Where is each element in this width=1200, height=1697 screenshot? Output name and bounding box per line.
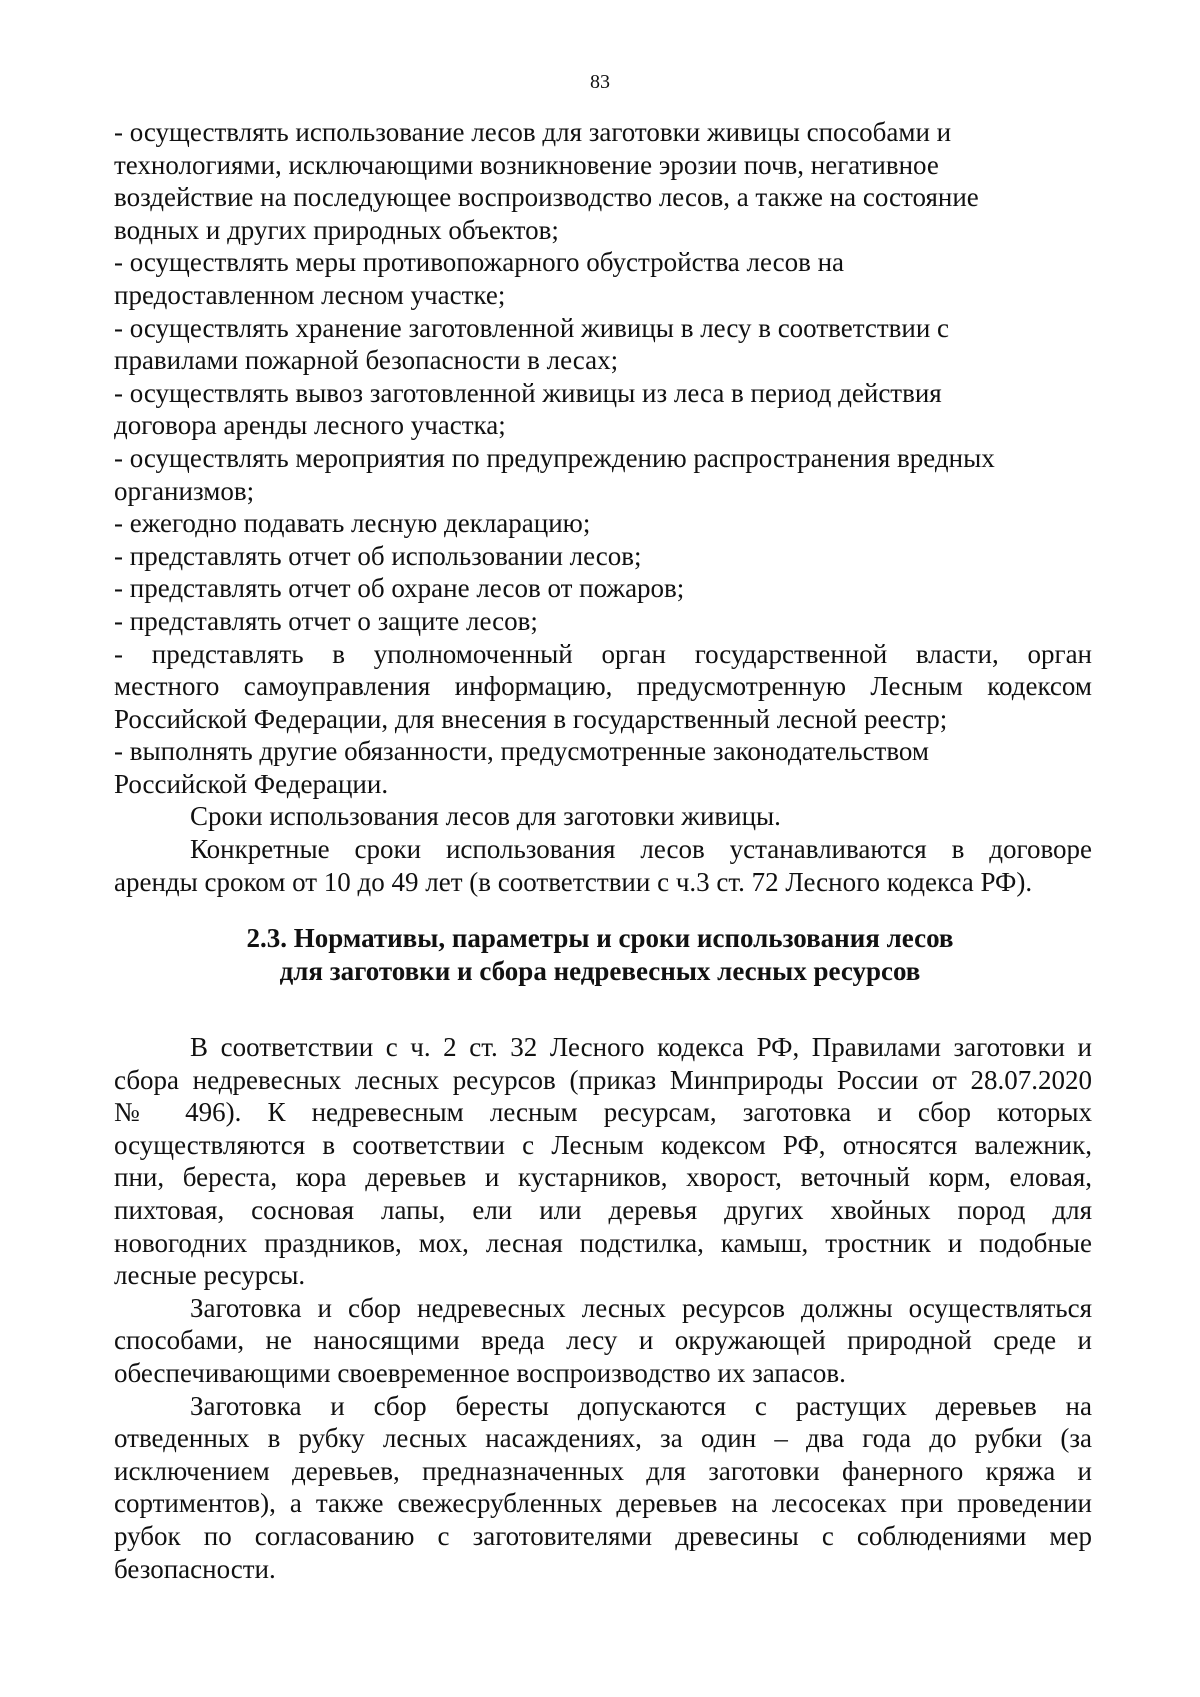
text-line: отведенных в рубку лесных насаждениях, за один – два года до рубки (за xyxy=(114,1423,1092,1454)
text-line: - осуществлять меры противопожарного обустройства лесов на xyxy=(114,247,845,278)
paragraph-last-line: лесные ресурсы. xyxy=(114,1260,306,1291)
text-line: технологиями, исключающими возникновение эрозии почв, негативное xyxy=(114,149,939,180)
text-line: - представлять в уполномоченный орган государственной власти, орган xyxy=(114,638,1092,669)
text-line: организмов; xyxy=(114,475,255,506)
text-line: - выполнять другие обязанности, предусмотренные законодательством xyxy=(114,736,929,767)
text-line: Российской Федерации. xyxy=(114,768,389,799)
paragraph-first-line: Заготовка и сбор бересты допускаются с растущих деревьев на xyxy=(190,1390,1092,1421)
text-line: - ежегодно подавать лесную декларацию; xyxy=(114,508,591,539)
text-line: новогодних праздников, мох, лесная подстилка, камыш, тростник и подобные xyxy=(114,1227,1092,1258)
paragraph-last-line: обеспечивающими своевременное воспроизводство их запасов. xyxy=(114,1357,846,1388)
text-line: правилами пожарной безопасности в лесах; xyxy=(114,345,619,376)
text-line: воздействие на последующее воспроизводство лесов, а также на состояние xyxy=(114,182,979,213)
text-line: сбора недревесных лесных ресурсов (приказ Минприроды России от 28.07.2020 xyxy=(114,1064,1092,1095)
heading-line: 2.3. Нормативы, параметры и сроки использования лесов xyxy=(246,923,954,953)
text-line: - осуществлять вывоз заготовленной живицы из леса в период действия xyxy=(114,377,942,408)
text-line: договора аренды лесного участка; xyxy=(114,410,506,441)
heading-line: для заготовки и сбора недревесных лесных ресурсов xyxy=(279,955,921,986)
text-line: № 496). К недревесным лесным ресурсам, заготовка и сбор которых xyxy=(114,1097,1092,1128)
text-line: - представлять отчет об охране лесов от пожаров; xyxy=(114,573,685,604)
text-line: - представлять отчет о защите лесов; xyxy=(114,605,538,636)
text-line: сортиментов), а также свежесрубленных деревьев на лесосеках при проведении xyxy=(114,1488,1092,1519)
text-line: пни, береста, кора деревьев и кустарников, хворост, веточный корм, еловая, xyxy=(114,1162,1092,1193)
text-line: осуществляются в соответствии с Лесным кодексом РФ, относятся валежник, xyxy=(114,1129,1092,1160)
terms-title: Сроки использования лесов для заготовки живицы. xyxy=(190,801,781,832)
text-line: способами, не наносящими вреда лесу и окружающей природной среде и xyxy=(114,1325,1092,1356)
paragraph-first-line: Заготовка и сбор недревесных лесных ресурсов должны осуществляться xyxy=(190,1292,1092,1323)
text-line: пихтовая, сосновая лапы, ели или деревья других хвойных пород для xyxy=(114,1194,1092,1225)
text-line: водных и других природных объектов; xyxy=(114,214,559,245)
text-line: Российской Федерации, для внесения в государственный лесной реестр; xyxy=(114,703,948,734)
section-body xyxy=(114,1031,1092,1585)
text-line: Конкретные сроки использования лесов устанавливаются в договоре xyxy=(190,834,1092,865)
text-line: - представлять отчет об использовании лесов; xyxy=(114,540,642,571)
obligations-list xyxy=(114,116,1092,898)
text-line: аренды сроком от 10 до 49 лет (в соответствии с ч.3 ст. 72 Лесного кодекса РФ). xyxy=(114,866,1033,897)
text-line: местного самоуправления информацию, предусмотренную Лесным кодексом xyxy=(114,671,1092,702)
paragraph-first-line: В соответствии с ч. 2 ст. 32 Лесного кодекса РФ, Правилами заготовки и xyxy=(190,1032,1092,1062)
text-line: - осуществлять хранение заготовленной живицы в лесу в соответствии с xyxy=(114,312,949,343)
text-line: - осуществлять использование лесов для заготовки живицы способами и xyxy=(114,117,952,147)
text-line: исключением деревьев, предназначенных для заготовки фанерного кряжа и xyxy=(114,1455,1092,1486)
paragraph-last-line: безопасности. xyxy=(114,1553,276,1584)
page-number: 83 xyxy=(590,71,610,93)
text-line: предоставленном лесном участке; xyxy=(114,279,506,310)
text-line: рубок по согласованию с заготовителями древесины с соблюдениями мер xyxy=(114,1520,1092,1551)
section-heading xyxy=(0,922,1200,987)
text-line: - осуществлять мероприятия по предупреждению распространения вредных xyxy=(114,442,995,473)
